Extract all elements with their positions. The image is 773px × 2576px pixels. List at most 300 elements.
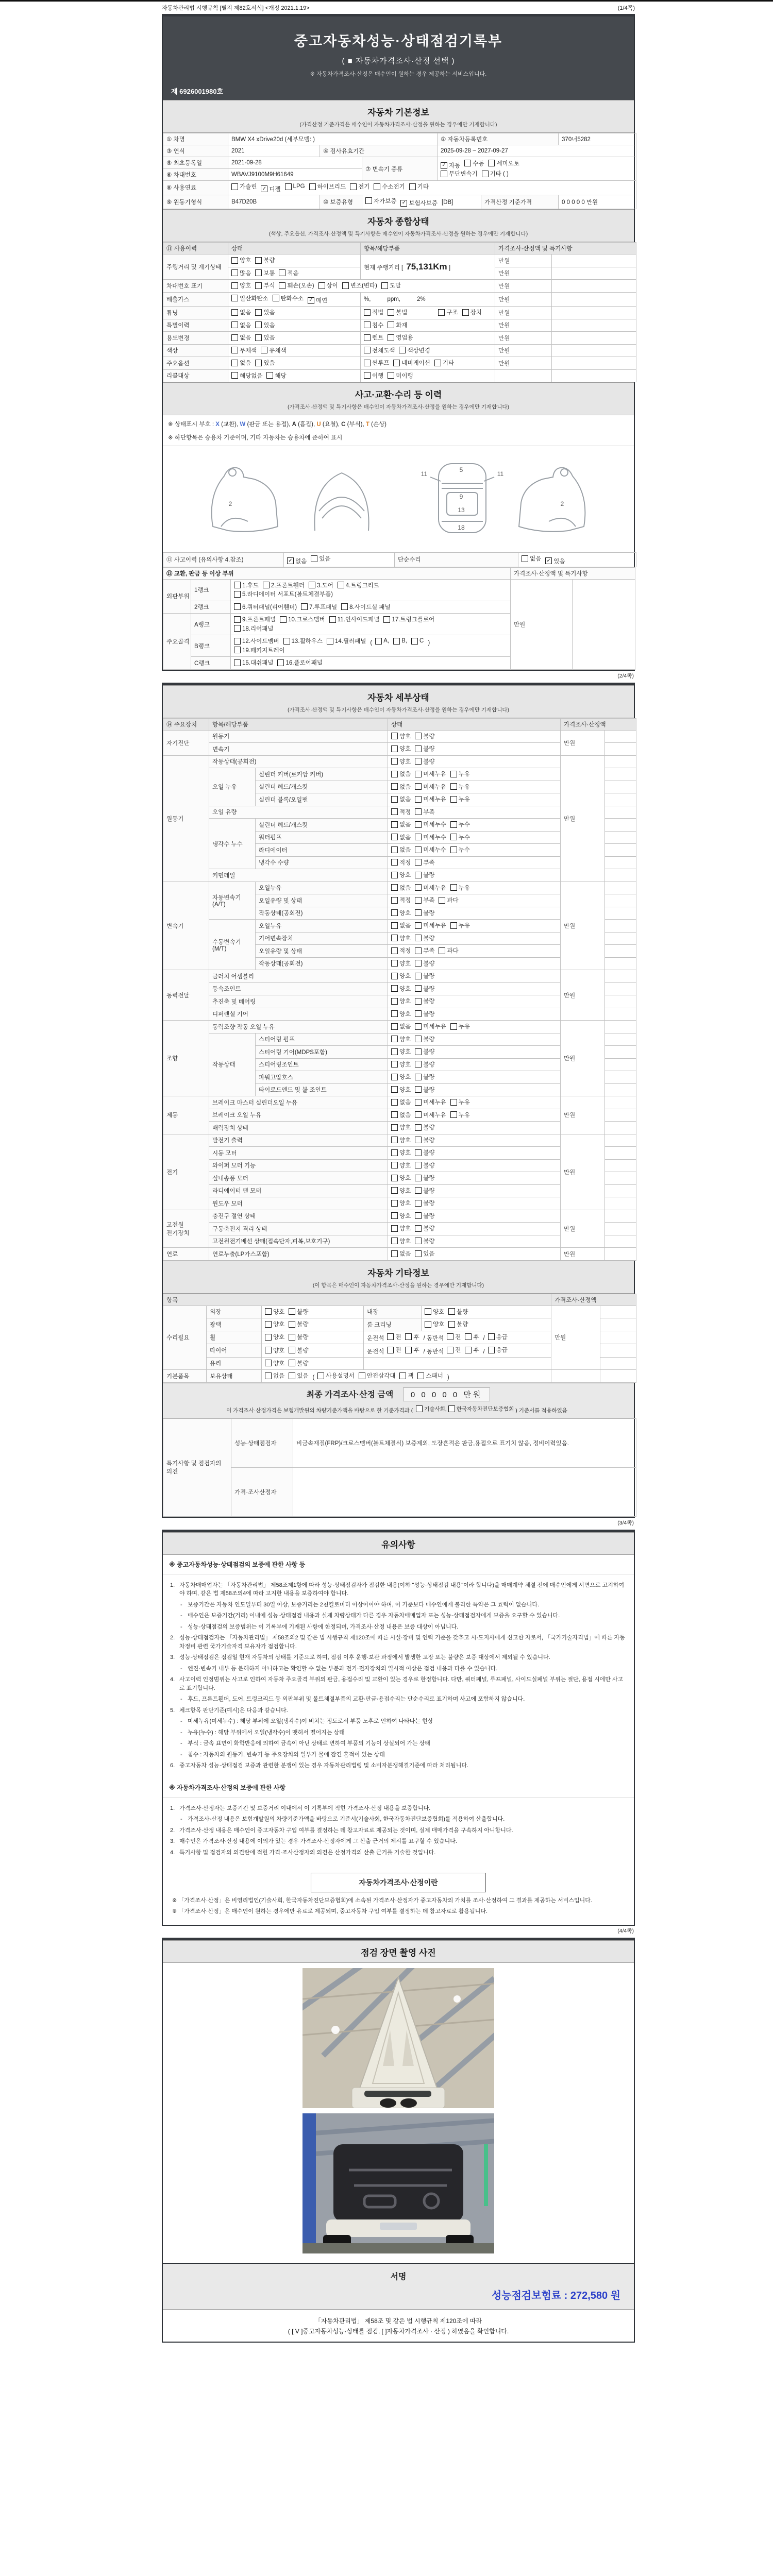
checkbox-훼손(오손)[interactable]: 훼손(오손)	[279, 281, 314, 290]
table-row: 수동변속기 (M/T) 오일누유 없음 미세누유 누유	[163, 920, 636, 933]
appraiser-opinion-text	[293, 1467, 636, 1516]
checkbox-불량[interactable]: 불량	[415, 757, 434, 766]
checkbox-없음[interactable]: 없음	[231, 333, 251, 342]
checkbox-10.크로스멤버[interactable]: 10.크로스멤버	[280, 615, 325, 623]
checkbox-이행[interactable]: 이행	[364, 371, 383, 380]
checkbox-불량[interactable]: 불량	[415, 997, 434, 1005]
checkbox-없음[interactable]: ✓ 없음	[287, 557, 307, 565]
page2-block	[162, 683, 635, 1518]
checkbox-구조[interactable]: 구조	[438, 308, 458, 316]
checkbox-양호[interactable]: 양호	[391, 1086, 411, 1094]
checkbox-양호[interactable]: 양호	[391, 732, 411, 740]
table-row: 수리필요 외장 양호 불량 내장 양호 불량 만원	[163, 1306, 636, 1318]
final-price-label: 최종 가격조사·산정 금액	[306, 1390, 394, 1399]
checkbox-5.라디에이터 서포트(볼트체결부품)[interactable]: 5.라디에이터 서포트(볼트체결부품)	[234, 590, 333, 598]
checkbox-보통[interactable]: 보통	[255, 269, 275, 277]
checkbox-4.트렁크리드[interactable]: 4.트렁크리드	[338, 581, 379, 589]
checkbox-침수[interactable]: 침수	[364, 321, 383, 329]
checkbox-있음[interactable]: 있음	[255, 359, 275, 367]
notice-paragraph: 6. 중고자동차 성능·상태점검 보증과 관련한 분쟁이 있는 경우 자동차관리법령 및 소비자분쟁해결기준에 따라 처리됩니다.	[170, 1762, 469, 1769]
checkbox-양호[interactable]: 양호	[391, 757, 411, 766]
table-row: 구동축전지 격리 상태 양호 불량	[163, 1223, 636, 1235]
checkbox-불량[interactable]: 불량	[255, 256, 275, 264]
checkbox-9.프론트패널[interactable]: 9.프론트패널	[234, 615, 276, 623]
engine-type-value: B47D20B	[228, 195, 320, 209]
price-appraisal-definition-box: 자동차가격조사·산정이란	[311, 1873, 486, 1892]
checkbox-해당[interactable]: 해당	[266, 371, 286, 380]
table-row: 파워고압호스 양호 불량	[163, 1071, 636, 1084]
form-meta-line	[162, 4, 635, 12]
checkbox-불량[interactable]: 불량	[448, 1320, 468, 1328]
checkbox-양호[interactable]: 양호	[425, 1308, 444, 1316]
car-name-value: BMW X4 xDrive20d (세부모델: )	[228, 133, 438, 145]
checkbox-누유[interactable]: 누유	[450, 1111, 470, 1119]
checkbox-전[interactable]: 전	[387, 1333, 401, 1341]
checkbox-후[interactable]: 후	[465, 1333, 479, 1341]
notice-box-line: ※ 「가격조사·산정」은 매수인이 원하는 경우에만 유료로 제공되며, 중고자동차 구입 여부를 결정하는 데 참고자료로 활용됩니다.	[172, 1908, 488, 1914]
table-row	[163, 1467, 636, 1516]
checkbox-불량[interactable]: 불량	[415, 1136, 434, 1144]
transmission-type-checks	[438, 157, 636, 181]
inspector-label: 성능·상태점검자	[231, 1418, 293, 1467]
checkbox-없음[interactable]: 없음	[391, 1249, 411, 1258]
checkbox-전체도색[interactable]: 전체도색	[364, 346, 395, 354]
checkbox-없음[interactable]: 없음	[391, 921, 411, 929]
checkbox-누유[interactable]: 누유	[450, 1098, 470, 1106]
checkbox-17.트렁크플로어[interactable]: 17.트렁크플로어	[383, 615, 434, 623]
form-subtitle: ( ■ 자동차가격조사·산정 선택 )	[342, 57, 455, 65]
table-row: 광택 양호 불량 룸 크리닝 양호 불량	[163, 1318, 636, 1331]
checkbox-후[interactable]: 후	[405, 1333, 419, 1341]
checkbox-불량[interactable]: 불량	[415, 1086, 434, 1094]
checkbox-양호[interactable]: 양호	[391, 909, 411, 917]
notice-paragraph: - 누유(누수) : 해당 부위에서 오일(냉각수)이 맺혀서 떨어지는 상태	[180, 1729, 345, 1736]
table-row: 특별이력 없음 있음 침수 화재 만원	[163, 319, 636, 332]
checkbox-양호[interactable]: 양호	[265, 1308, 284, 1316]
table-row: ⑥ 차대번호 WBAVJ9100M9H61649	[163, 169, 636, 181]
checkbox-불량[interactable]: 불량	[415, 1010, 434, 1018]
car-diagram-svg	[177, 449, 620, 547]
checkbox-양호[interactable]: 양호	[391, 1035, 411, 1043]
checkbox-미세누유[interactable]: 미세누유	[415, 795, 446, 803]
signature-band	[163, 2263, 634, 2310]
checkbox-기술사회,[interactable]: 기술사회,	[416, 1405, 447, 1413]
checkbox-양호[interactable]: 양호	[391, 1123, 411, 1131]
checkbox-양호[interactable]: 양호	[265, 1320, 284, 1328]
checkbox-양호[interactable]: 양호	[231, 256, 251, 264]
table-row: 휠 양호 불량 운전석 전 후 / 동반석 전 후 / 응급	[163, 1331, 636, 1344]
table-row: 워터펌프 없음 미세누수 누수	[163, 831, 636, 844]
checkbox-불량[interactable]: 불량	[415, 1237, 434, 1245]
title-band	[163, 16, 634, 100]
checkbox-누수[interactable]: 누수	[450, 820, 470, 828]
checkbox-과다[interactable]: 과다	[439, 896, 458, 904]
accident-history-header: 사고·교환·수리 등 이력 (가격조사·산정액 및 특기사항은 매수인이 자동차가격조사·산정을 원하는 경우에만 기재합니다)	[163, 382, 634, 415]
svg-text:11: 11	[497, 470, 504, 478]
checkbox-도말[interactable]: 도말	[381, 281, 401, 290]
checkbox-불량[interactable]: 불량	[415, 744, 434, 753]
checkbox-양호[interactable]: 양호	[391, 1060, 411, 1069]
notice-paragraph: 1. 가격조사·산정자는 보증기간 및 보증거리 이내에서 이 기록부에 적힌 가격조사·산정 내용을 보증합니다.	[170, 1805, 431, 1811]
checkbox-장치[interactable]: 장치	[462, 308, 482, 316]
checkbox-적정[interactable]: 적정	[391, 896, 411, 904]
checkbox-미세누유[interactable]: 미세누유	[415, 921, 446, 929]
checkbox-불량[interactable]: 불량	[415, 972, 434, 980]
table-row: 외판부위 1랭크 1.후드 2.프론트휀더 3.도어 4.트렁크리드 5.라디에이터 서포트(볼트체결부품) 만원	[163, 579, 635, 601]
overall-status-table	[163, 242, 636, 382]
detail-status-header: 자동차 세부상태 (가격조사·산정액 및 특기사항은 매수인이 자동차가격조사·산정을 원하는 경우에만 기재합니다)	[163, 685, 634, 718]
appraiser-label: 가격·조사산정자	[231, 1467, 293, 1516]
notice-paragraph: 3. 매수인은 가격조사·산정 내용에 이의가 있는 경우 가격조사·산정자에게 그 산출 근거의 제시를 요구할 수 있습니다.	[170, 1838, 457, 1844]
checkbox-없음[interactable]: 없음	[391, 820, 411, 828]
checkbox-불량[interactable]: 불량	[415, 1199, 434, 1207]
checkbox-양호[interactable]: 양호	[391, 1136, 411, 1144]
table-row: 라디에이터 팬 모터 양호 불량	[163, 1184, 636, 1197]
checkbox-가솔린[interactable]: 가솔린	[231, 182, 257, 191]
checkbox-15.대쉬패널[interactable]: 15.대쉬패널	[234, 658, 273, 667]
checkbox-후[interactable]: 후	[405, 1346, 419, 1354]
checkbox-미세누수[interactable]: 미세누수	[415, 820, 446, 828]
checkbox-누수[interactable]: 누수	[450, 845, 470, 854]
checkbox-스패너[interactable]: 스패너	[417, 1371, 443, 1380]
table-row: ⑪ 사용이력 상태 항목/해당부품 가격조사·산정액 및 특기사항	[163, 243, 636, 255]
checkbox-불량[interactable]: 불량	[415, 732, 434, 740]
checkbox-잭[interactable]: 잭	[399, 1371, 413, 1380]
checkbox-양호[interactable]: 양호	[391, 1161, 411, 1170]
checkbox-많음[interactable]: 많음	[231, 269, 251, 277]
checkbox-썬루프[interactable]: 썬루프	[364, 359, 389, 367]
checkbox-누수[interactable]: 누수	[450, 833, 470, 841]
checkbox-있음[interactable]: 있음	[255, 321, 275, 329]
checkbox-1.후드[interactable]: 1.후드	[234, 581, 259, 589]
page-top-rule	[0, 0, 773, 2]
checkbox-불량[interactable]: 불량	[415, 1047, 434, 1056]
checkbox-부족[interactable]: 부족	[415, 946, 434, 955]
checkbox-색상변경[interactable]: 색상변경	[399, 346, 430, 354]
checkbox-없음[interactable]: 없음	[391, 1111, 411, 1119]
checkbox-영업용[interactable]: 영업용	[388, 333, 413, 342]
checkbox-누유[interactable]: 누유	[450, 770, 470, 778]
inspection-period-value: 2025-09-28 ~ 2027-09-27	[438, 145, 636, 157]
checkbox-불량[interactable]: 불량	[415, 909, 434, 917]
checkbox-매연[interactable]: ✓ 매연	[308, 296, 327, 304]
checkbox-변조(변타)[interactable]: 변조(변타)	[342, 281, 377, 290]
table-row: ⑭ 주요장치 항목/해당부품 상태 가격조사·산정액	[163, 718, 636, 730]
checkbox-불량[interactable]: 불량	[415, 1073, 434, 1081]
checkbox-전[interactable]: 전	[447, 1333, 461, 1341]
table-row: 동력전달 클러치 어셈블리 양호 불량 만원	[163, 970, 636, 983]
checkbox-부식[interactable]: 부식	[255, 281, 275, 290]
checkbox-양호[interactable]: 양호	[231, 281, 251, 290]
checkbox-미세누수[interactable]: 미세누수	[415, 833, 446, 841]
notice-paragraph: - 부식 : 금속 표면이 화학반응에 의하여 금속이 아닌 상태로 변하여 부품의 기능이 상실되어 가는 상태	[180, 1740, 430, 1747]
first-registration-value: 2021-09-28	[228, 157, 362, 169]
opinion-section-label: 특기사항 및 점검자의 의견	[163, 1418, 231, 1516]
checkbox-사용설명서[interactable]: 사용설명서	[317, 1371, 355, 1380]
checkbox-불량[interactable]: 불량	[415, 1161, 434, 1170]
checkbox-없음[interactable]: 없음	[265, 1371, 284, 1380]
final-price-band	[163, 1383, 634, 1418]
checkbox-응급[interactable]: 응급	[488, 1346, 508, 1354]
checkbox-양호[interactable]: 양호	[265, 1333, 284, 1341]
checkbox-기타[interactable]: 기타	[409, 182, 429, 191]
checkbox-누유[interactable]: 누유	[450, 795, 470, 803]
checkbox-적정[interactable]: 적정	[391, 808, 411, 816]
checkbox-해당없음[interactable]: 해당없음	[231, 371, 262, 380]
checkbox-유채색[interactable]: 유채색	[261, 346, 286, 354]
checkbox-불법[interactable]: 불법	[388, 308, 407, 316]
checkbox-전기[interactable]: 전기	[350, 182, 369, 191]
notice-box-line: ※ 「가격조사·산정」은 비영리법인(기술사회, 한국자동차진단보증협회)에 소속된 가격조사·산정자가 중고자동차의 가치를 조사·산정하여 그 결과를 제공하는 서비스입니다.	[172, 1897, 592, 1904]
checkbox-C[interactable]: C	[411, 638, 424, 645]
checkbox-무채색[interactable]: 무채색	[231, 346, 257, 354]
checkbox-양호[interactable]: 양호	[391, 985, 411, 993]
checkbox-전[interactable]: 전	[447, 1346, 461, 1354]
checkbox-적정[interactable]: 적정	[391, 858, 411, 867]
checkbox-미세누유[interactable]: 미세누유	[415, 783, 446, 791]
checkbox-누유[interactable]: 누유	[450, 884, 470, 892]
checkbox-불량[interactable]: 불량	[415, 1148, 434, 1157]
checkbox-없음[interactable]: 없음	[391, 845, 411, 854]
checkbox-불량[interactable]: 불량	[415, 1123, 434, 1131]
table-row: 변속기 자동변속기 (A/T) 오일누유 없음 미세누유 누유 만원	[163, 882, 636, 894]
checkbox-미세누유[interactable]: 미세누유	[415, 1111, 446, 1119]
checkbox-불량[interactable]: 불량	[289, 1346, 308, 1354]
notices-block	[162, 1530, 635, 1926]
page1-block	[162, 14, 635, 671]
checkbox-탄화수소[interactable]: 탄화수소	[273, 294, 304, 302]
table-row: 타이어 양호 불량 운전석 전 후 / 동반석 전 후 / 응급	[163, 1344, 636, 1358]
checkbox-불량[interactable]: 불량	[415, 1224, 434, 1232]
checkbox-14.필러패널[interactable]: 14.필러패널	[327, 637, 366, 645]
basic-info-table	[163, 133, 636, 209]
checkbox-없음[interactable]: 없음	[391, 1022, 411, 1030]
notice-paragraph: 2. 성능·상태점검자는 「자동차관리법」 제58조의2 및 같은 법 시행규칙 제120조에 따른 시설·장비 및 인력 기준을 갖추고 시·도지사에게 신고한 자로서, 「국가기술자격법」에 따른 자동차정비 관련 국가기술자격 보유자가 점검합니다.	[170, 1635, 625, 1650]
basic-info-header: 자동차 기본정보 (가격산정 기준가격은 매수인이 자동차가격조사·산정을 원하는 경우에만 기재합니다)	[163, 100, 634, 133]
checkbox-18.리어패널[interactable]: 18.리어패널	[234, 624, 273, 633]
checkbox-자가보증[interactable]: 자가보증	[365, 197, 396, 205]
checkbox-13.휠하우스[interactable]: 13.휠하우스	[283, 637, 323, 645]
checkbox-있음[interactable]: 있음	[289, 1371, 308, 1380]
checkbox-무단변속기[interactable]: 무단변속기	[441, 170, 478, 178]
checkbox-하이브리드[interactable]: 하이브리드	[309, 182, 346, 191]
checkbox-불량[interactable]: 불량	[415, 934, 434, 942]
checkbox-기타[interactable]: 기타	[434, 359, 454, 367]
svg-text:13: 13	[458, 506, 465, 514]
checkbox-불량[interactable]: 불량	[289, 1359, 308, 1367]
checkbox-없음[interactable]: 없음	[391, 884, 411, 892]
checkbox-있음[interactable]: 있음	[415, 1249, 434, 1258]
checkbox-불량[interactable]: 불량	[415, 959, 434, 968]
checkbox-불량[interactable]: 불량	[448, 1308, 468, 1316]
table-row: 배력장치 상태 양호 불량	[163, 1122, 636, 1134]
checkbox-6.쿼터패널(리어휀더)[interactable]: 6.쿼터패널(리어휀더)	[234, 603, 297, 611]
checkbox-일산화탄소[interactable]: 일산화탄소	[231, 294, 268, 302]
table-row: 용도변경 없음 있음 렌트 영업용 만원	[163, 332, 636, 345]
checkbox-후[interactable]: 후	[465, 1346, 479, 1354]
checkbox-응급[interactable]: 응급	[488, 1333, 508, 1341]
checkbox-있음[interactable]: ✓ 있음	[545, 557, 565, 565]
table-row: 작동상태 스티어링 펌프 양호 불량	[163, 1033, 636, 1046]
checkbox-미세누수[interactable]: 미세누수	[415, 845, 446, 854]
table-row: 제동 브레이크 마스터 실린더오일 누유 없음 미세누유 누유 만원	[163, 1096, 636, 1109]
checkbox-B,[interactable]: B,	[393, 638, 407, 645]
notices-section2-title: ※ 자동차가격조사·산정의 보증에 관한 사항	[163, 1778, 634, 1798]
final-price-value: 0 0 0 0 0 만원	[403, 1387, 491, 1401]
checkbox-화재[interactable]: 화재	[388, 321, 407, 329]
fuel-type-checks	[228, 181, 636, 195]
checkbox-없음[interactable]: 없음	[522, 554, 541, 563]
checkbox-19.패키지트레이[interactable]: 19.패키지트레이	[234, 646, 285, 654]
table-row: 작동상태(공회전) 양호 불량	[163, 907, 636, 920]
checkbox-없음[interactable]: 없음	[231, 359, 251, 367]
table-row: 2랭크 6.쿼터패널(리어휀더) 7.루프패널 8.사이드실 패널	[163, 601, 635, 614]
checkbox-보험사보증[interactable]: ✓ 보험사보증	[400, 199, 438, 207]
checkbox-8.사이드실 패널[interactable]: 8.사이드실 패널	[341, 603, 390, 611]
confirmation-line-2: ( [ V ]중고자동차성능·상태를 점검, [ ]자동차가격조사 · 산정 ) 하였음을 확인합니다.	[288, 2328, 509, 2335]
table-row: 고전원 전기장치 충전구 절연 상태 양호 불량 만원	[163, 1210, 636, 1223]
checkbox-없음[interactable]: 없음	[391, 770, 411, 778]
checkbox-없음[interactable]: 없음	[391, 833, 411, 841]
checkbox-있음[interactable]: 있음	[255, 308, 275, 316]
checkbox-있음[interactable]: 있음	[255, 333, 275, 342]
page-marker-2: (2/4쪽)	[617, 672, 634, 679]
checkbox-불량[interactable]: 불량	[289, 1333, 308, 1341]
table-row: ① 차명 BMW X4 xDrive20d (세부모델: ) ② 자동차등록번호 370너5282	[163, 133, 636, 145]
table-row: 고전원전기배선 상태(접속단자,피복,보호기구) 양호 불량	[163, 1235, 636, 1248]
checkbox-수소전기[interactable]: 수소전기	[374, 182, 405, 191]
inspector-opinion-text: 비금속재질(FRP)/크로스멤버(볼트체결식) 보증제외, 도장흔적은 판금,용접으로 표기치 않음, 정비이력있음.	[293, 1418, 636, 1467]
checkbox-한국자동차진단보증협회[interactable]: 한국자동차진단보증협회	[448, 1405, 514, 1413]
table-row: 튜닝 없음 있음 적법 불법 구조 장치 만원	[163, 307, 636, 319]
checkbox-양호[interactable]: 양호	[265, 1359, 284, 1367]
checkbox-양호[interactable]: 양호	[391, 1187, 411, 1195]
checkbox-전[interactable]: 전	[387, 1346, 401, 1354]
checkbox-미세누유[interactable]: 미세누유	[415, 770, 446, 778]
table-row: 스티어링 기어(MDPS포함) 양호 불량	[163, 1046, 636, 1059]
table-row: 추진축 및 베어링 양호 불량	[163, 995, 636, 1008]
table-row: 주요옵션 없음 있음 썬루프 네비게이션 기타 만원	[163, 357, 636, 370]
checkbox-양호[interactable]: 양호	[391, 1148, 411, 1157]
svg-text:5: 5	[459, 466, 463, 473]
checkbox-양호[interactable]: 양호	[391, 1199, 411, 1207]
checkbox-양호[interactable]: 양호	[391, 744, 411, 753]
checkbox-자동[interactable]: ✓ 자동	[441, 161, 460, 170]
checkbox-불량[interactable]: 불량	[415, 1035, 434, 1043]
checkbox-양호[interactable]: 양호	[391, 1224, 411, 1232]
checkbox-양호[interactable]: 양호	[391, 1010, 411, 1018]
checkbox-불량[interactable]: 불량	[415, 1212, 434, 1220]
checkbox-양호[interactable]: 양호	[425, 1320, 444, 1328]
checkbox-적법[interactable]: 적법	[364, 308, 383, 316]
checkbox-없음[interactable]: 없음	[391, 1098, 411, 1106]
checkbox-미세누유[interactable]: 미세누유	[415, 1022, 446, 1030]
checkbox-부족[interactable]: 부족	[415, 808, 434, 816]
checkbox-네비게이션[interactable]: 네비게이션	[393, 359, 430, 367]
inspection-photo-hood-open	[303, 1968, 494, 2108]
checkbox-불량[interactable]: 불량	[415, 985, 434, 993]
checkbox-상이[interactable]: 상이	[318, 281, 338, 290]
table-row: 시동 모터 양호 불량	[163, 1147, 636, 1160]
status-symbol-legend-note: ※ 하단항목은 승용차 기준이며, 기타 자동차는 승용차에 준하여 표시	[163, 431, 634, 446]
registration-number-value: 370너5282	[559, 133, 636, 145]
accident-history-checks	[284, 553, 395, 567]
checkbox-LPG[interactable]: LPG	[285, 183, 305, 190]
checkbox-불량[interactable]: 불량	[289, 1308, 308, 1316]
checkbox-없음[interactable]: 없음	[231, 321, 251, 329]
checkbox-3.도어[interactable]: 3.도어	[309, 581, 333, 589]
checkbox-양호[interactable]: 양호	[391, 997, 411, 1005]
checkbox-양호[interactable]: 양호	[391, 1174, 411, 1182]
table-row: 작동상태(공회전) 양호 불량	[163, 957, 636, 970]
table-row: ⑤ 최초등록일 2021-09-28 ⑦ 변속기 종류 ✓ 자동 수동 세미오토 무단변속기 기타 ( )	[163, 157, 636, 169]
checkbox-과다[interactable]: 과다	[439, 946, 458, 955]
checkbox-양호[interactable]: 양호	[391, 1212, 411, 1220]
checkbox-부족[interactable]: 부족	[415, 896, 434, 904]
checkbox-미세누유[interactable]: 미세누유	[415, 1098, 446, 1106]
checkbox-없음[interactable]: 없음	[391, 795, 411, 803]
photos-header: 점검 장면 촬영 사진	[163, 1940, 634, 1963]
checkbox-렌트[interactable]: 렌트	[364, 333, 383, 342]
checkbox-없음[interactable]: 없음	[391, 783, 411, 791]
checkbox-7.루프패널[interactable]: 7.루프패널	[301, 603, 337, 611]
checkbox-양호[interactable]: 양호	[391, 1073, 411, 1081]
signature-title: 서명	[390, 2273, 407, 2281]
table-row: 리콜대상 해당없음 해당 이행 미이행	[163, 369, 636, 382]
checkbox-불량[interactable]: 불량	[415, 1060, 434, 1069]
checkbox-양호[interactable]: 양호	[391, 871, 411, 879]
checkbox-적음[interactable]: 적음	[279, 269, 298, 277]
checkbox-양호[interactable]: 양호	[391, 959, 411, 968]
checkbox-16.플로어패널[interactable]: 16.플로어패널	[277, 658, 323, 667]
page-marker-3: (3/4쪽)	[617, 1519, 634, 1526]
checkbox-양호[interactable]: 양호	[391, 972, 411, 980]
checkbox-12.사이드멤버[interactable]: 12.사이드멤버	[234, 637, 279, 645]
checkbox-디젤[interactable]: ✓ 디젤	[261, 185, 280, 193]
checkbox-불량[interactable]: 불량	[289, 1320, 308, 1328]
accident-history-label: ⑫ 사고이력 (유의사항 4.참조)	[163, 553, 284, 567]
checkbox-세미오토[interactable]: 세미오토	[488, 159, 519, 167]
checkbox-미세누유[interactable]: 미세누유	[415, 884, 446, 892]
checkbox-누유[interactable]: 누유	[450, 1022, 470, 1030]
checkbox-누유[interactable]: 누유	[450, 783, 470, 791]
checkbox-적정[interactable]: 적정	[391, 946, 411, 955]
checkbox-불량[interactable]: 불량	[415, 1174, 434, 1182]
table-row: 냉각수 수량 적정 부족	[163, 856, 636, 869]
checkbox-불량[interactable]: 불량	[415, 871, 434, 879]
table-row: ⑨ 원동기형식 B47D20B ⑩ 보증유형 자가보증 ✓ 보험사보증 [DB] 가격산정 기준가격 0 0 0 0 0 만원	[163, 195, 636, 209]
checkbox-누유[interactable]: 누유	[450, 921, 470, 929]
checkbox-양호[interactable]: 양호	[391, 1047, 411, 1056]
table-row: ⑧ 사용연료 가솔린 ✓ 디젤 LPG 하이브리드 전기 수소전기 기타	[163, 181, 636, 195]
checkbox-양호[interactable]: 양호	[391, 1237, 411, 1245]
checkbox-부족[interactable]: 부족	[415, 858, 434, 867]
checkbox-미이행[interactable]: 미이행	[388, 371, 413, 380]
checkbox-있음[interactable]: 있음	[311, 554, 330, 563]
checkbox-수동[interactable]: 수동	[464, 159, 484, 167]
checkbox-양호[interactable]: 양호	[391, 934, 411, 942]
checkbox-없음[interactable]: 없음	[231, 308, 251, 316]
checkbox-양호[interactable]: 양호	[265, 1346, 284, 1354]
checkbox-11.인사이드패널[interactable]: 11.인사이드패널	[329, 615, 380, 623]
checkbox-A,[interactable]: A,	[375, 638, 389, 645]
checkbox-기타 ( )[interactable]: 기타 ( )	[482, 170, 509, 178]
checkbox-안전삼각대[interactable]: 안전삼각대	[359, 1371, 396, 1380]
notice-paragraph: 2. 가격조사·산정 내용은 매수인이 중고자동차 구입 여부를 결정하는 데 참고자료로 제공되는 것이며, 실제 매매가격을 구속하지 아니합니다.	[170, 1827, 513, 1834]
checkbox-불량[interactable]: 불량	[415, 1187, 434, 1195]
table-row: 오일 유량 적정 부족	[163, 806, 636, 819]
checkbox-2.프론트휀더[interactable]: 2.프론트휀더	[263, 581, 305, 589]
